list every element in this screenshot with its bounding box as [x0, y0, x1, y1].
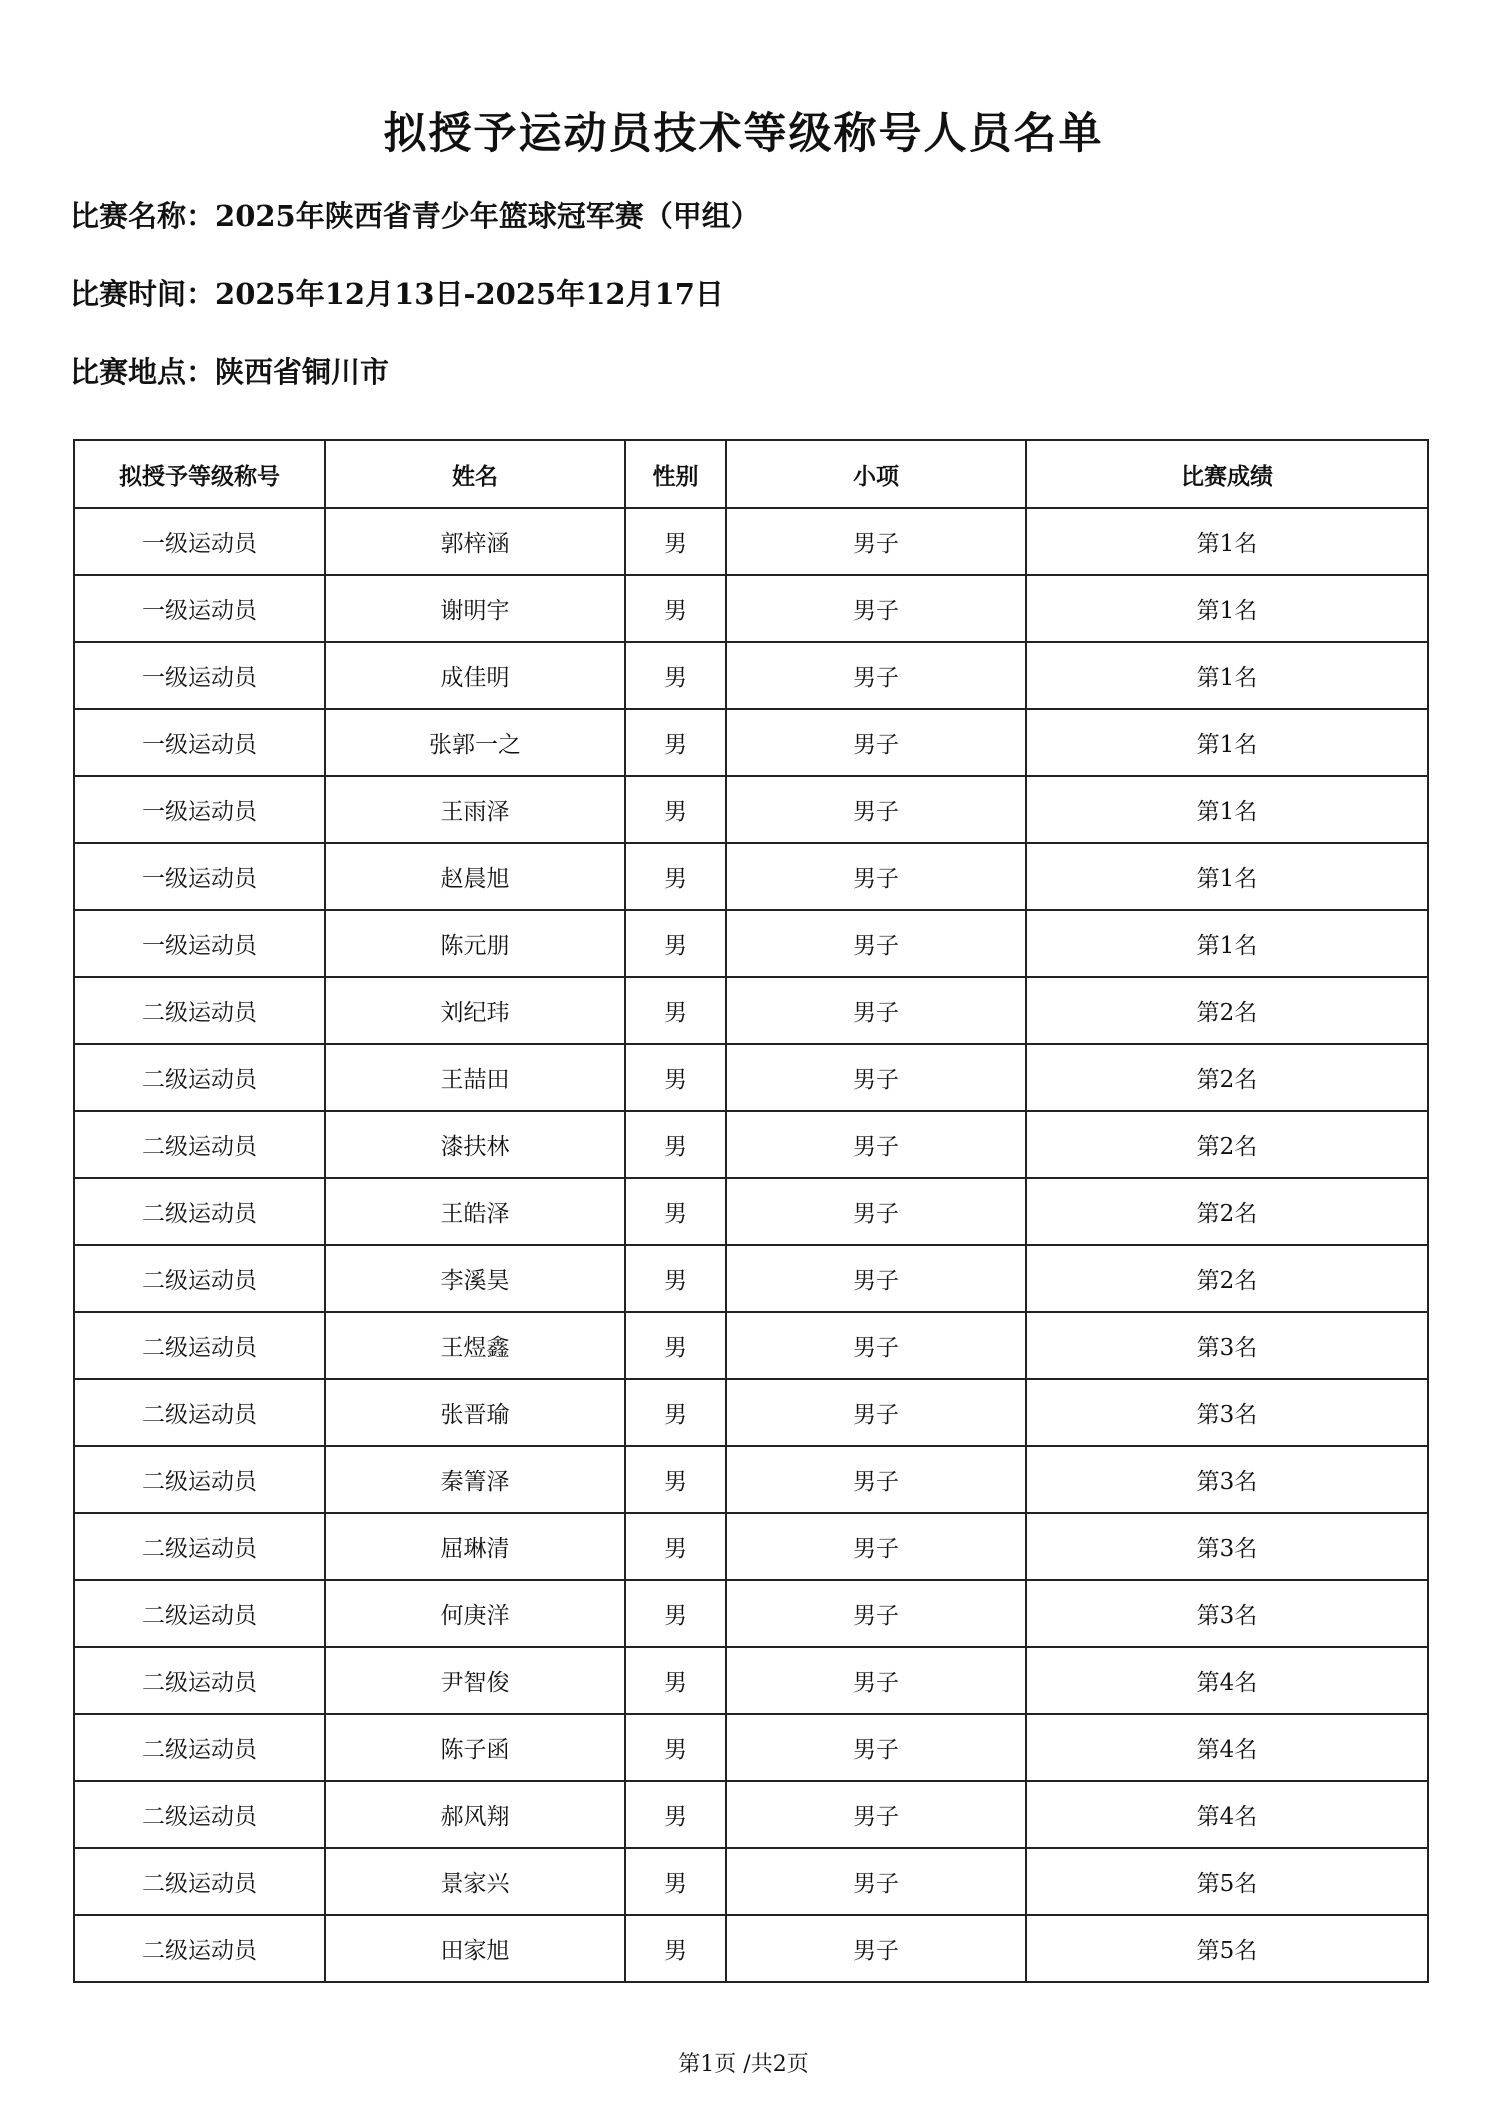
gender-cell: 男	[625, 1446, 726, 1513]
result-cell: 第1名	[1026, 910, 1428, 977]
grade-title-cell: 一级运动员	[74, 642, 325, 709]
event-cell: 男子	[726, 508, 1026, 575]
event-cell: 男子	[726, 1178, 1026, 1245]
table-row	[74, 977, 1428, 1044]
result-cell: 第2名	[1026, 977, 1428, 1044]
name-cell: 景家兴	[325, 1848, 625, 1915]
name-cell: 漆扶林	[325, 1111, 625, 1178]
header-name: 姓名	[325, 440, 625, 508]
gender-cell: 男	[625, 977, 726, 1044]
result-cell: 第2名	[1026, 1178, 1428, 1245]
table-row	[74, 508, 1428, 575]
name-cell: 田家旭	[325, 1915, 625, 1982]
result-cell: 第1名	[1026, 508, 1428, 575]
gender-cell: 男	[625, 1848, 726, 1915]
name-cell: 尹智俊	[325, 1647, 625, 1714]
event-cell: 男子	[726, 1580, 1026, 1647]
event-cell: 男子	[726, 1915, 1026, 1982]
name-cell: 陈子函	[325, 1714, 625, 1781]
grade-title-cell: 一级运动员	[74, 776, 325, 843]
result-cell: 第3名	[1026, 1379, 1428, 1446]
event-cell: 男子	[726, 1044, 1026, 1111]
document-title: 拟授予运动员技术等级称号人员名单	[383, 109, 1104, 159]
gender-cell: 男	[625, 1111, 726, 1178]
result-cell: 第3名	[1026, 1580, 1428, 1647]
result-cell: 第4名	[1026, 1714, 1428, 1781]
table-row	[74, 843, 1428, 910]
result-cell: 第5名	[1026, 1915, 1428, 1982]
result-cell: 第1名	[1026, 642, 1428, 709]
name-cell: 成佳明	[325, 642, 625, 709]
grade-title-cell: 二级运动员	[74, 1915, 325, 1982]
table-row	[74, 1513, 1428, 1580]
event-cell: 男子	[726, 1647, 1026, 1714]
gender-cell: 男	[625, 1714, 726, 1781]
name-cell: 王皓泽	[325, 1178, 625, 1245]
competition-time-label: 比赛时间：	[70, 277, 216, 311]
event-cell: 男子	[726, 1111, 1026, 1178]
name-cell: 陈元朋	[325, 910, 625, 977]
gender-cell: 男	[625, 575, 726, 642]
name-cell: 郭梓涵	[325, 508, 625, 575]
result-cell: 第3名	[1026, 1446, 1428, 1513]
header-result: 比赛成绩	[1026, 440, 1428, 508]
gender-cell: 男	[625, 1245, 726, 1312]
gender-cell: 男	[625, 1781, 726, 1848]
grade-title-cell: 二级运动员	[74, 1111, 325, 1178]
grade-title-cell: 一级运动员	[74, 843, 325, 910]
grade-title-cell: 二级运动员	[74, 1245, 325, 1312]
gender-cell: 男	[625, 1580, 726, 1647]
result-cell: 第3名	[1026, 1513, 1428, 1580]
table-body	[74, 508, 1428, 1982]
result-cell: 第3名	[1026, 1312, 1428, 1379]
competition-name-line	[70, 196, 760, 236]
result-cell: 第1名	[1026, 776, 1428, 843]
name-cell: 李溪昊	[325, 1245, 625, 1312]
gender-cell: 男	[625, 1379, 726, 1446]
competition-location-value: 陕西省铜川市	[215, 355, 390, 389]
name-cell: 王煜鑫	[325, 1312, 625, 1379]
table-row	[74, 1044, 1428, 1111]
gender-cell: 男	[625, 1178, 726, 1245]
event-cell: 男子	[726, 1446, 1026, 1513]
event-cell: 男子	[726, 1312, 1026, 1379]
result-cell: 第1名	[1026, 843, 1428, 910]
table-row	[74, 1111, 1428, 1178]
grade-title-cell: 二级运动员	[74, 1379, 325, 1446]
gender-cell: 男	[625, 1044, 726, 1111]
result-cell: 第2名	[1026, 1044, 1428, 1111]
grade-title-cell: 二级运动员	[74, 977, 325, 1044]
competition-name-value: 2025年陕西省青少年篮球冠军赛（甲组）	[215, 199, 760, 233]
table-row	[74, 1580, 1428, 1647]
result-cell: 第2名	[1026, 1245, 1428, 1312]
event-cell: 男子	[726, 977, 1026, 1044]
competition-time-line	[70, 274, 724, 314]
competition-time-value: 2025年12月13日-2025年12月17日	[215, 277, 724, 311]
event-cell: 男子	[726, 642, 1026, 709]
grade-title-cell: 一级运动员	[74, 575, 325, 642]
name-cell: 屈琳清	[325, 1513, 625, 1580]
name-cell: 王雨泽	[325, 776, 625, 843]
name-cell: 何庚洋	[325, 1580, 625, 1647]
gender-cell: 男	[625, 910, 726, 977]
gender-cell: 男	[625, 642, 726, 709]
event-cell: 男子	[726, 1714, 1026, 1781]
name-cell: 刘纪玮	[325, 977, 625, 1044]
table-row	[74, 776, 1428, 843]
table-row	[74, 575, 1428, 642]
result-cell: 第1名	[1026, 575, 1428, 642]
table-row	[74, 709, 1428, 776]
event-cell: 男子	[726, 1379, 1026, 1446]
grade-title-cell: 二级运动员	[74, 1714, 325, 1781]
competition-name-label: 比赛名称：	[70, 199, 216, 233]
grade-title-cell: 二级运动员	[74, 1178, 325, 1245]
grade-title-cell: 二级运动员	[74, 1446, 325, 1513]
event-cell: 男子	[726, 1245, 1026, 1312]
header-grade-title: 拟授予等级称号	[74, 440, 325, 508]
table-row	[74, 1312, 1428, 1379]
table-row	[74, 642, 1428, 709]
event-cell: 男子	[726, 1848, 1026, 1915]
result-cell: 第5名	[1026, 1848, 1428, 1915]
event-cell: 男子	[726, 1513, 1026, 1580]
result-cell: 第2名	[1026, 1111, 1428, 1178]
header-event: 小项	[726, 440, 1026, 508]
table-row	[74, 1379, 1428, 1446]
event-cell: 男子	[726, 1781, 1026, 1848]
table-row	[74, 1446, 1428, 1513]
name-cell: 张晋瑜	[325, 1379, 625, 1446]
event-cell: 男子	[726, 709, 1026, 776]
grade-title-cell: 二级运动员	[74, 1513, 325, 1580]
name-cell: 王喆田	[325, 1044, 625, 1111]
grade-title-cell: 二级运动员	[74, 1781, 325, 1848]
grade-title-cell: 一级运动员	[74, 508, 325, 575]
name-cell: 张郭一之	[325, 709, 625, 776]
grade-title-cell: 一级运动员	[74, 709, 325, 776]
result-cell: 第4名	[1026, 1647, 1428, 1714]
result-cell: 第4名	[1026, 1781, 1428, 1848]
result-cell: 第1名	[1026, 709, 1428, 776]
event-cell: 男子	[726, 843, 1026, 910]
name-cell: 郝风翔	[325, 1781, 625, 1848]
gender-cell: 男	[625, 1513, 726, 1580]
table-row	[74, 1848, 1428, 1915]
page-number: 第1页 /共2页	[678, 2052, 809, 2077]
gender-cell: 男	[625, 843, 726, 910]
gender-cell: 男	[625, 709, 726, 776]
gender-cell: 男	[625, 1647, 726, 1714]
gender-cell: 男	[625, 776, 726, 843]
competition-location-label: 比赛地点：	[70, 355, 216, 389]
table-header-row	[74, 440, 1428, 508]
event-cell: 男子	[726, 575, 1026, 642]
name-cell: 秦箐泽	[325, 1446, 625, 1513]
event-cell: 男子	[726, 910, 1026, 977]
table-row	[74, 1781, 1428, 1848]
header-gender: 性别	[625, 440, 726, 508]
table-row	[74, 1178, 1428, 1245]
grade-title-cell: 一级运动员	[74, 910, 325, 977]
gender-cell: 男	[625, 1312, 726, 1379]
name-cell: 谢明宇	[325, 575, 625, 642]
gender-cell: 男	[625, 508, 726, 575]
table-row	[74, 1714, 1428, 1781]
name-cell: 赵晨旭	[325, 843, 625, 910]
grade-title-cell: 二级运动员	[74, 1044, 325, 1111]
grade-title-cell: 二级运动员	[74, 1647, 325, 1714]
grade-title-cell: 二级运动员	[74, 1312, 325, 1379]
grade-title-cell: 二级运动员	[74, 1848, 325, 1915]
table-row	[74, 1245, 1428, 1312]
event-cell: 男子	[726, 776, 1026, 843]
table-row	[74, 1647, 1428, 1714]
table-row	[74, 910, 1428, 977]
grade-title-cell: 二级运动员	[74, 1580, 325, 1647]
competition-location-line	[70, 352, 389, 392]
athlete-table	[73, 439, 1429, 1983]
table-row	[74, 1915, 1428, 1982]
gender-cell: 男	[625, 1915, 726, 1982]
